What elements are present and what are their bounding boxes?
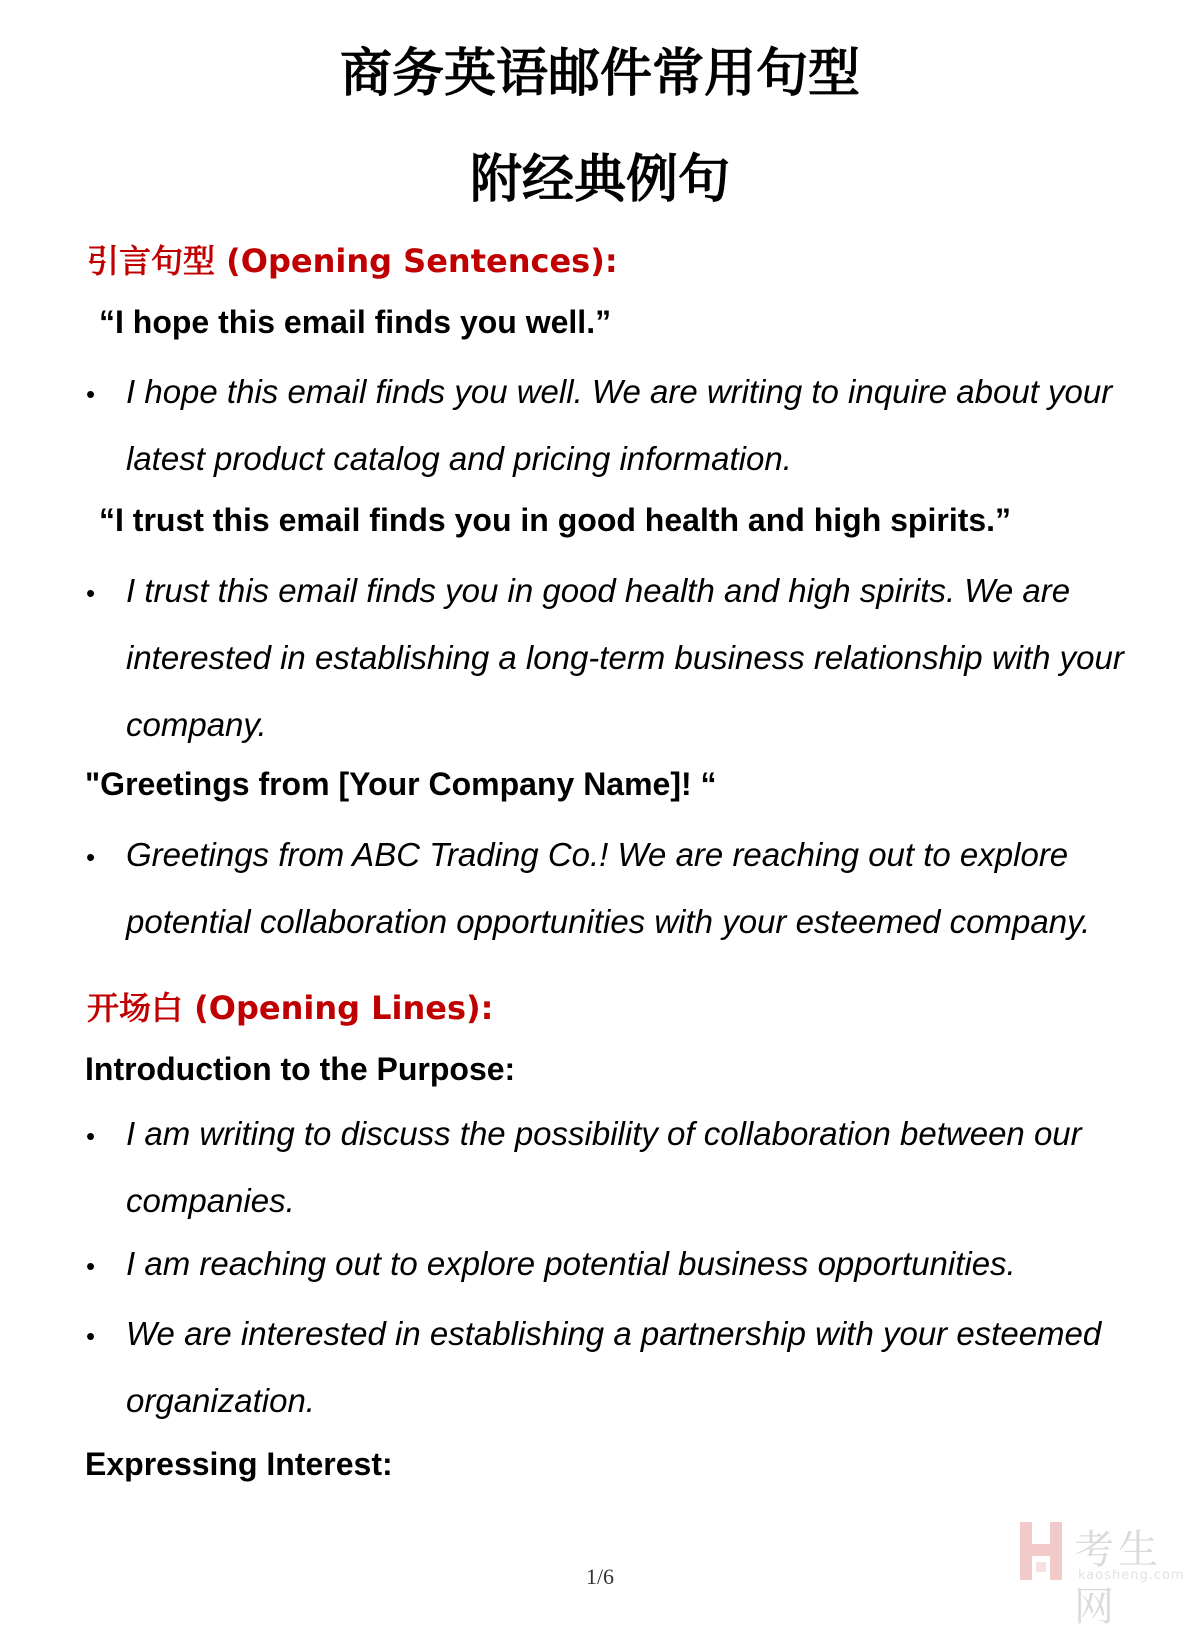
bullet-icon: • [86,842,96,872]
subheading-expressing-interest: Expressing Interest: [85,1446,393,1482]
bullet-icon: • [86,578,96,608]
bullet-icon: • [86,1121,96,1151]
example-sentence: I am writing to discuss the possibility of collaboration between our companies. [126,1115,1082,1219]
document-subtitle: 附经典例句 [469,150,730,210]
watermark-subtext: kaosheng.com [1078,1568,1185,1583]
phrase-greetings-from: "Greetings from [Your Company Name]! “ [85,766,717,802]
example-sentence: Greetings from ABC Trading Co.! We are reaching out to explore potential collaboration opportunities with your esteemed company. [126,836,1091,940]
section-heading-opening-lines: 开场白 (Opening Lines): [87,989,494,1027]
section-heading-opening-sentences: 引言句型 (Opening Sentences): [87,242,618,280]
bullet-icon: • [86,379,96,409]
phrase-trust-email-finds: “I trust this email finds you in good health and high spirits.” [99,502,1012,538]
phrase-hope-email-finds: “I hope this email finds you well.” [99,304,612,340]
page-number: 1/6 [585,1564,615,1589]
subheading-introduction-purpose: Introduction to the Purpose: [85,1051,516,1087]
example-sentence: I am reaching out to explore potential business opportunities. [126,1245,1016,1282]
watermark-text: 考生网 [1074,1527,1162,1630]
example-sentence: I hope this email finds you well. We are writing to inquire about your latest product catalog and pricing information. [126,373,1113,477]
document-title: 商务英语邮件常用句型 [339,44,860,104]
example-sentence: I trust this email finds you in good health and high spirits. We are interested in establishing a long-term business relationship with your company. [126,572,1124,743]
watermark-logo-icon [1018,1520,1064,1582]
bullet-icon: • [86,1321,96,1351]
watermark [1018,1512,1194,1630]
example-sentence: We are interested in establishing a partnership with your esteemed organization. [126,1315,1102,1419]
bullet-icon: • [86,1251,96,1281]
